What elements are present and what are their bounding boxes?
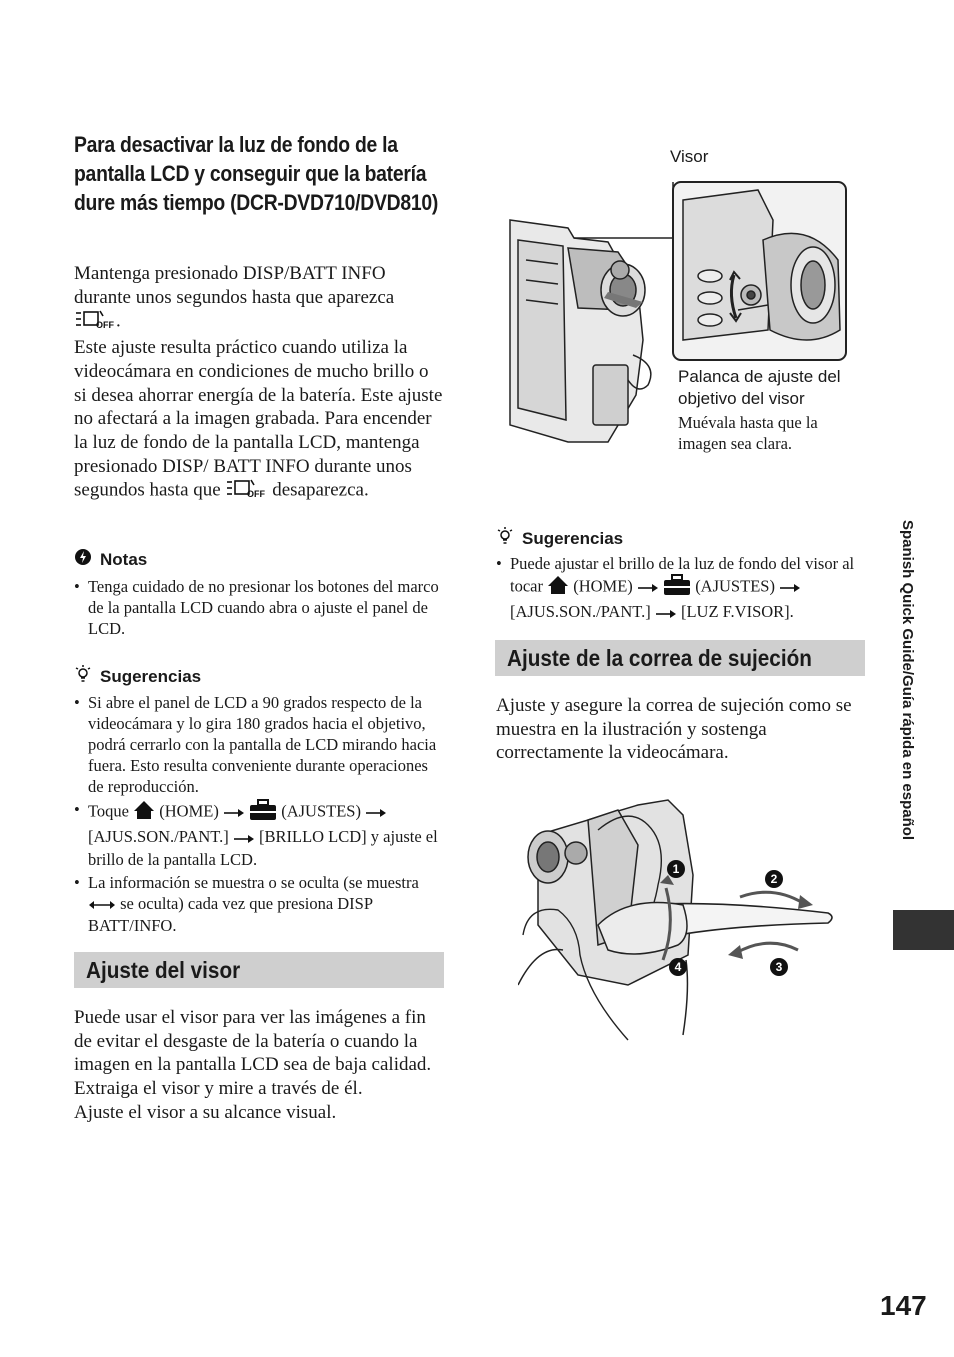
arrow-right-icon: [223, 802, 245, 823]
settings-icon: [249, 799, 277, 826]
lever-note: Muévala hasta que la imagen sea clara.: [678, 413, 818, 453]
tip-item-display: • La información se muestra o se oculta (se muestra se oculta) cada vez que presiona DISP BATT/INFO.: [74, 872, 442, 937]
tip-item: • Si abre el panel de LCD a 90 grados respecto de la videocámara y lo gira 180 grados hacia el objetivo, podrá cerrarlo con la pantalla de LCD mirando hacia fuera. Esto resulta conveniente durante operaciones de reproducción.: [74, 692, 442, 797]
notes-title: Notas: [100, 549, 148, 569]
settings-icon: [663, 574, 691, 601]
notes-list: [74, 576, 440, 641]
section-title-visor: Ajuste del visor: [86, 956, 241, 983]
step-1: 1: [672, 862, 680, 876]
lcd-backlight-off-icon: [225, 478, 267, 505]
home-icon: [547, 575, 569, 600]
tips-title-right: Sugerencias: [522, 528, 624, 548]
visor-para-3: Ajuste el visor a su alcance visual.: [74, 1101, 337, 1123]
visor-text: [74, 1006, 446, 1125]
step-4: 4: [674, 960, 682, 974]
para-backlight-details: Este ajuste resulta práctico cuando utiliza la videocámara en condiciones de mucho brillo o si desea ahorrar energía de la batería. Este ajuste no afectará a la imagen grabada. Para encender la luz de fondo de la pantalla LCD, mantenga presionado DISP/ BATT INFO durante unos segundos hasta que: [74, 337, 443, 502]
heading-backlight: Para desactivar la luz de fondo de la pantalla LCD y conseguir que la batería dure más tiempo (DCR-DVD710/DVD810): [74, 132, 439, 215]
lcd-backlight-off-icon: [74, 309, 116, 336]
arrow-right-icon: [365, 802, 387, 823]
tips-header: [74, 664, 201, 689]
page-number: 147: [880, 1290, 927, 1321]
tips-title: Sugerencias: [100, 666, 202, 686]
svg-text:OFF: OFF: [247, 489, 266, 499]
section-bar-strap: [495, 640, 865, 676]
section-bar-visor: [74, 952, 444, 988]
note-item: • Tenga cuidado de no presionar los botones del marco de la pantalla LCD cuando abra o ajuste el panel de LCD.: [74, 576, 440, 639]
side-tab-label: Spanish Quick Guide/Guía rápida en español: [899, 520, 916, 841]
para-disappear: desaparezca.: [272, 480, 369, 502]
arrow-right-icon: [233, 828, 255, 849]
step-3: 3: [775, 960, 783, 974]
tips-list-right: [496, 553, 866, 626]
strap-para: Ajuste y asegure la correa de sujeción como se muestra en la ilustración y sostenga correctamente la videocámara.: [496, 695, 852, 764]
section-title-strap: Ajuste de la correa de sujeción: [507, 644, 812, 671]
notes-icon: [74, 548, 92, 571]
para-hold-button: Mantenga presionado DISP/BATT INFO durante unos segundos hasta que aparezca: [74, 263, 395, 308]
arrow-right-icon: [779, 577, 801, 598]
tips-icon: [74, 664, 92, 689]
arrow-right-icon: [637, 577, 659, 598]
step-2: 2: [770, 872, 778, 886]
side-tab-marker: [893, 910, 954, 950]
home-icon: [133, 800, 155, 825]
visor-para-1: Puede usar el visor para ver las imágenes a fin de evitar el desgaste de la batería o cuando la imagen en la pantalla LCD sea de baja calidad.: [74, 1007, 432, 1076]
side-tab-label-wrap: [896, 520, 918, 900]
tips-icon: [496, 526, 514, 551]
visor-label: Visor: [670, 147, 709, 166]
para-period: .: [116, 311, 121, 333]
svg-text:OFF: OFF: [96, 320, 114, 330]
grip-belt-illustration: [518, 785, 848, 1050]
notes-header: [74, 548, 147, 571]
tips-list: [74, 692, 442, 938]
tips-header-right: [496, 526, 623, 551]
arrow-right-icon: [655, 603, 677, 624]
lever-label: Palanca de ajuste del objetivo del visor: [678, 367, 841, 408]
visor-para-2: Extraiga el visor y mire a través de él.: [74, 1078, 363, 1100]
tip-item-home: • Toque (HOME) (AJUSTES) [AJUS.SON./PANT.] [BRILLO LCD] y ajuste el brillo de la pantalla LCD.: [74, 799, 442, 870]
backlight-instructions: [74, 262, 444, 505]
tip-item-brightness: • Puede ajustar el brillo de la luz de fondo del visor al tocar (HOME) (AJUSTES) [AJUS.SON./PANT.] [LUZ F.VISOR].: [496, 553, 866, 624]
both-arrow-icon: [88, 894, 116, 915]
